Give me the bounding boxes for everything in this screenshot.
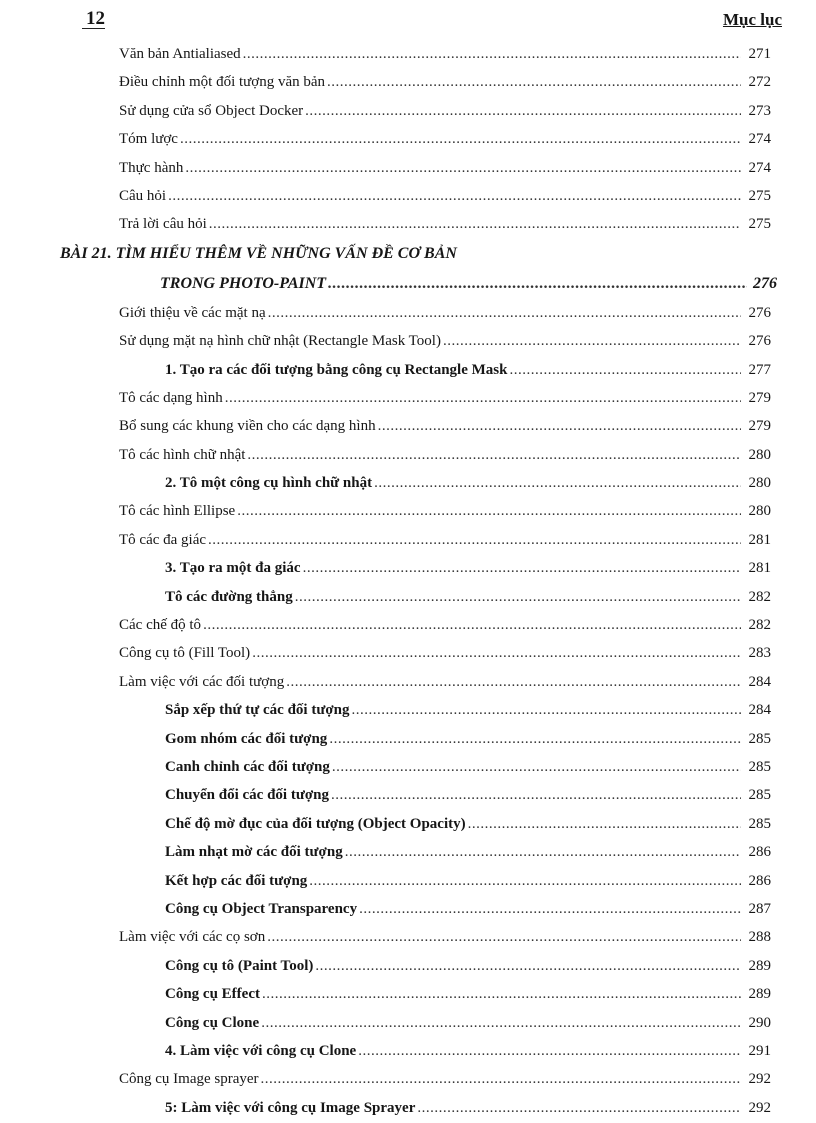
toc-entry-page: 279 [748, 389, 771, 406]
toc-entry-page: 279 [748, 418, 771, 435]
dot-leader [267, 923, 741, 951]
dot-leader [359, 895, 741, 923]
toc-entry-page: 292 [748, 1071, 771, 1088]
toc-entries-after [0, 299, 816, 1122]
toc-entry [0, 696, 771, 724]
dot-leader [203, 611, 741, 639]
toc-entry-page: 273 [748, 102, 771, 119]
dot-leader [243, 40, 741, 68]
toc-entry [0, 526, 771, 554]
toc-entry-title: Tô các hình Ellipse [119, 503, 236, 520]
toc-entry-title: Làm việc với các đối tượng [119, 673, 285, 690]
lesson-title-line1: BÀI 21. TÌM HIỂU THÊM VỀ NHỮNG VẤN ĐỀ CƠ BẢN [60, 244, 457, 262]
toc-entry [0, 810, 771, 838]
toc-entry [0, 1009, 771, 1037]
toc-entry-page: 282 [748, 617, 771, 634]
dot-leader [443, 327, 741, 355]
toc-entry [0, 639, 771, 667]
toc-entry-title: Kết hợp các đối tượng [165, 872, 308, 889]
toc-entry-title: Công cụ Object Transparency [165, 900, 358, 917]
toc-entry-title: Công cụ Effect [165, 986, 260, 1003]
toc-entry [0, 1065, 771, 1093]
toc-entry-title: Sắp xếp thứ tự các đối tượng [165, 702, 350, 719]
toc-entry-page: 275 [748, 187, 771, 204]
dot-leader [286, 668, 741, 696]
dot-leader [331, 781, 741, 809]
toc-entry-page: 289 [748, 986, 771, 1003]
toc-entry [0, 583, 771, 611]
toc-entry [0, 40, 771, 68]
toc-entry-page: 288 [748, 929, 771, 946]
toc-entry [0, 469, 771, 497]
toc-entry-page: 285 [748, 758, 771, 775]
toc-entries-before [0, 40, 816, 239]
toc-entry [0, 125, 771, 153]
toc-entry [0, 867, 771, 895]
toc-entry-title: 2. Tô một công cụ hình chữ nhật [165, 475, 373, 492]
dot-leader [417, 1094, 741, 1122]
toc-entry-title: Tô các hình chữ nhật [119, 446, 246, 463]
toc-entry-title: Bổ sung các khung viền cho các dạng hình [119, 418, 376, 435]
toc-entry-page: 272 [748, 74, 771, 91]
toc-entry-page: 280 [748, 475, 771, 492]
dot-leader [225, 384, 741, 412]
dot-leader [327, 68, 741, 96]
toc-entry-page: 277 [748, 361, 771, 378]
toc-entry [0, 210, 771, 238]
toc-entry [0, 781, 771, 809]
dot-leader [303, 554, 741, 582]
dot-leader [261, 1009, 741, 1037]
toc-entry-page: 284 [748, 702, 771, 719]
toc-entry-title: Tô các đa giác [119, 531, 207, 548]
toc-entry-title: Làm nhạt mờ các đối tượng [165, 844, 343, 861]
toc-entry-title: Tô các dạng hình [119, 389, 223, 406]
toc-entry-page: 283 [748, 645, 771, 662]
dot-leader [237, 497, 741, 525]
dot-leader [309, 867, 741, 895]
toc-entry [0, 327, 771, 355]
dot-leader [262, 980, 741, 1008]
toc-entry [0, 895, 771, 923]
toc-entry-page: 276 [748, 333, 771, 350]
toc-entry-page: 276 [748, 304, 771, 321]
dot-leader [268, 299, 741, 327]
toc-entry-page: 285 [748, 787, 771, 804]
dot-leader [185, 154, 741, 182]
toc-entry-title: Công cụ Clone [165, 1014, 260, 1031]
toc-entry-page: 286 [748, 872, 771, 889]
toc-entry-page: 275 [748, 216, 771, 233]
toc-entry-title: 5: Làm việc với công cụ Image Sprayer [165, 1099, 416, 1116]
toc-entry [0, 154, 771, 182]
toc-entry [0, 384, 771, 412]
toc-entry-title: Tô các đường thẳng [165, 588, 293, 605]
lesson-heading-line1 [0, 239, 816, 269]
toc-entry [0, 1094, 771, 1122]
toc-entry [0, 412, 771, 440]
toc-entry [0, 668, 771, 696]
toc-entry-title: Các chế độ tô [119, 617, 202, 634]
toc-entry-title: 3. Tạo ra một đa giác [165, 560, 301, 577]
toc-entry [0, 725, 771, 753]
toc-entry [0, 68, 771, 96]
toc-entry [0, 554, 771, 582]
toc-entry-title: Công cụ tô (Paint Tool) [165, 957, 314, 974]
section-header: Mục lục [722, 10, 782, 29]
toc-entry-page: 286 [748, 844, 771, 861]
toc-entry-title: Giới thiệu về các mặt nạ [119, 304, 266, 321]
dot-leader [352, 696, 742, 724]
toc-entry [0, 497, 771, 525]
toc-entry-title: Công cụ tô (Fill Tool) [119, 645, 251, 662]
dot-leader [305, 97, 741, 125]
toc-entry-title: Công cụ Image sprayer [119, 1071, 259, 1088]
toc-entry-title: 4. Làm việc với công cụ Clone [165, 1042, 357, 1059]
toc-entry-title: Tóm lược [119, 131, 178, 148]
toc-entry-page: 291 [748, 1042, 771, 1059]
toc-entry-page: 284 [748, 673, 771, 690]
dot-leader [358, 1037, 741, 1065]
dot-leader [509, 356, 741, 384]
toc-entry [0, 753, 771, 781]
dot-leader [208, 526, 741, 554]
dot-leader [378, 412, 741, 440]
toc-entry-title: 1. Tạo ra các đối tượng bằng công cụ Rectangle Mask [165, 361, 508, 378]
toc-entry [0, 97, 771, 125]
toc-entry-page: 280 [748, 446, 771, 463]
toc-entry-page: 282 [748, 588, 771, 605]
toc-entry [0, 299, 771, 327]
toc-entry-page: 281 [748, 560, 771, 577]
lesson-title-line2: TRONG PHOTO-PAINT [160, 274, 327, 292]
dot-leader [345, 838, 741, 866]
table-of-contents [0, 40, 816, 1122]
toc-entry [0, 182, 771, 210]
toc-entry-title: Trả lời câu hỏi [119, 216, 207, 233]
lesson-heading-line2 [0, 269, 777, 299]
dot-leader [247, 441, 741, 469]
dot-leader [168, 182, 741, 210]
toc-entry-page: 280 [748, 503, 771, 520]
toc-entry [0, 923, 771, 951]
toc-entry-title: Sử dụng cửa sổ Object Docker [119, 102, 304, 119]
dot-leader [329, 725, 741, 753]
dot-leader [468, 810, 741, 838]
toc-entry-page: 281 [748, 531, 771, 548]
toc-entry-title: Sử dụng mặt nạ hình chữ nhật (Rectangle Mask Tool) [119, 333, 441, 350]
toc-entry [0, 1037, 771, 1065]
toc-entry-page: 289 [748, 957, 771, 974]
dot-leader [374, 469, 741, 497]
toc-entry-page: 285 [748, 815, 771, 832]
toc-entry-title: Thực hành [119, 159, 184, 176]
dot-leader [252, 639, 741, 667]
lesson-page-number: 276 [753, 274, 777, 292]
toc-entry-title: Gom nhóm các đối tượng [165, 730, 328, 747]
toc-entry-page: 274 [748, 159, 771, 176]
dot-leader [332, 753, 741, 781]
toc-entry-title: Làm việc với các cọ sơn [119, 929, 266, 946]
toc-entry [0, 980, 771, 1008]
dot-leader [328, 269, 747, 299]
toc-entry-page: 274 [748, 131, 771, 148]
dot-leader [295, 583, 741, 611]
toc-entry [0, 952, 771, 980]
toc-entry-page: 271 [748, 46, 771, 62]
toc-entry-title: Chuyển đổi các đối tượng [165, 787, 329, 804]
toc-entry-title: Điều chỉnh một đối tượng văn bản [119, 74, 326, 91]
dot-leader [315, 952, 741, 980]
toc-entry-title: Canh chỉnh các đối tượng [165, 758, 330, 775]
toc-entry [0, 611, 771, 639]
toc-entry-page: 287 [748, 900, 771, 917]
toc-entry-title: Chế độ mờ đục của đối tượng (Object Opacity) [165, 815, 466, 832]
toc-entry-title: Câu hỏi [119, 187, 167, 204]
toc-entry-page: 290 [748, 1014, 771, 1031]
toc-entry [0, 356, 771, 384]
toc-entry [0, 441, 771, 469]
toc-entry [0, 838, 771, 866]
toc-entry-title: Văn bản Antialiased [119, 46, 241, 62]
page-number: 12 [86, 8, 105, 29]
dot-leader [180, 125, 741, 153]
dot-leader [261, 1065, 741, 1093]
dot-leader [209, 210, 741, 238]
toc-entry-page: 285 [748, 730, 771, 747]
toc-entry-page: 292 [748, 1099, 771, 1116]
